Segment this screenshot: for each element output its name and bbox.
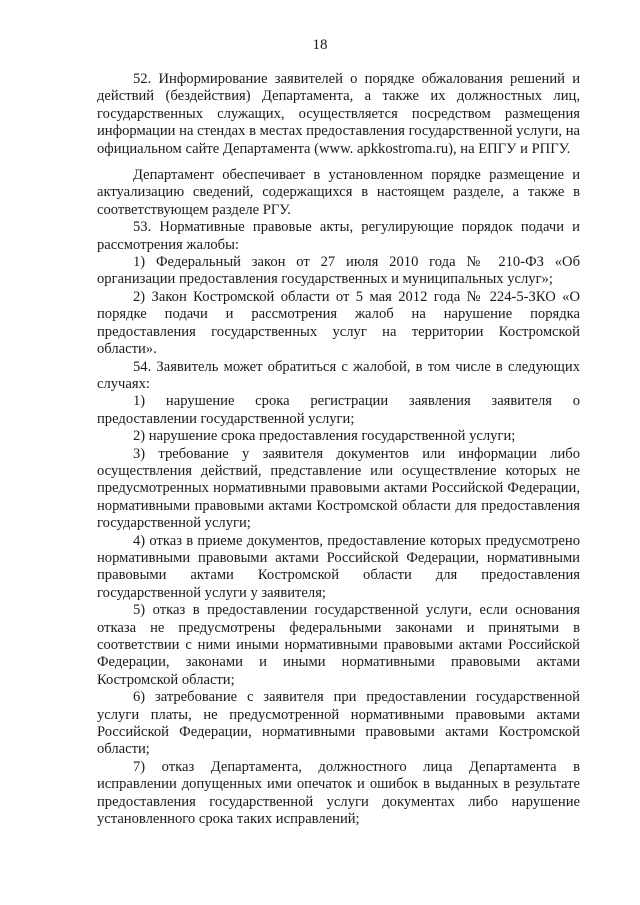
paragraph-54-item-3: 3) требование у заявителя документов или информации либо осуществления действий, представление или осуществление которых не предусмотренных нормативными правовыми актами Российской Федерации, нормативными правовыми актами Костромской области для предоставления государственной услуги; (97, 445, 580, 532)
paragraph-54-item-2: 2) нарушение срока предоставления государственной услуги; (133, 428, 516, 445)
paragraph-54-item-7: 7) отказ Департамента, должностного лица Департамента в исправлении допущенных ими опечаток и ошибок в выданных в результате предоставления государственной услуги документах либо нарушение установленного срока таких исправлений; (97, 758, 580, 828)
document-body (97, 71, 580, 828)
paragraph-53-item-1: 1) Федеральный закон от 27 июля 2010 года № 210-ФЗ «Об организации предоставления государственных и муниципальных услуг»; (97, 254, 580, 288)
paragraph-54: 54. Заявитель может обратиться с жалобой, в том числе в следующих случаях: (97, 358, 580, 392)
paragraph-54-item-6: 6) затребование с заявителя при предоставлении государственной услуги платы, не предусмотренной нормативными правовыми актами Российской Федерации, нормативными правовыми актами Костромской области; (97, 689, 580, 758)
paragraph-53: 53. Нормативные правовые акты, регулирующие порядок подачи и рассмотрения жалобы: (97, 219, 580, 253)
paragraph-54-item-1: 1) нарушение срока регистрации заявления заявителя о предоставлении государственной услуги; (97, 393, 580, 427)
page-number: 18 (312, 37, 328, 53)
paragraph-54-item-4: 4) отказ в приеме документов, предоставление которых предусмотрено нормативными правовыми актами Российской Федерации, нормативными правовыми актами Костромской области для предоставления государственной услуги у заявителя; (97, 532, 580, 601)
paragraph-52: 52. Информирование заявителей о порядке обжалования решений и действий (бездействия) Департамента, а также их должностных лиц, государственных служащих, осуществляется посредством размещения информации на стендах в местах предоставления государственной услуги, на официальном сайте Департамента (www. apkkostroma.ru), на ЕПГУ и РПГУ. (97, 71, 580, 157)
paragraph-54-item-5: 5) отказ в предоставлении государственной услуги, если основания отказа не предусмотрены федеральными законами и принятыми в соответствии с ними иными нормативными правовыми актами Российской Федерации, законами и иными нормативными правовыми актами Костромской области; (97, 602, 580, 688)
paragraph-department-obligation: Департамент обеспечивает в установленном порядке размещение и актуализацию сведений, содержащихся в настоящем разделе, а также в соответствующем разделе РГУ. (97, 167, 580, 218)
paragraph-53-item-2: 2) Закон Костромской области от 5 мая 2012 года № 224-5-ЗКО «О порядке подачи и рассмотрения жалоб на нарушение порядка предоставления государственных услуг на территории Костромской области». (97, 288, 580, 358)
